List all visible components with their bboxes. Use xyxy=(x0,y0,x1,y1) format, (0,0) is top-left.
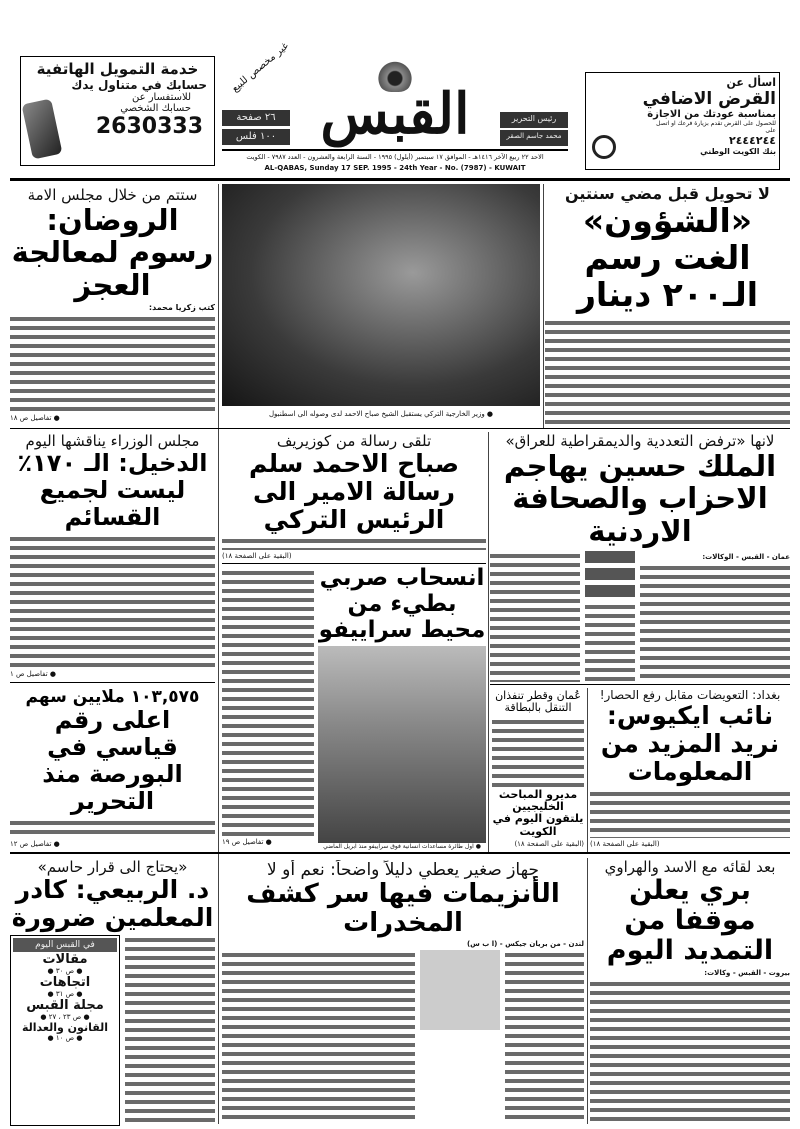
related-box xyxy=(585,585,635,597)
story-enzymes[interactable] xyxy=(222,860,584,1124)
story-kicker: جهاز صغير يعطي دليلاً واضحاً: نعم أو لا xyxy=(267,860,539,880)
story-body xyxy=(125,935,215,1126)
photo-caption: ● وزير الخارجية التركي يستقبل الشيخ صباح الاحمد لدى وصوله الى اسطنبول xyxy=(268,410,494,418)
story-kicker: لانها «ترفض التعددية والديمقراطية للعراق» xyxy=(505,432,775,450)
page-count: ٢٦ صفحة xyxy=(222,110,290,126)
inside-item-page: ● ص ٢٣ ، ٢٧ ● xyxy=(40,1013,90,1021)
story-body xyxy=(545,318,790,426)
inside-item-label: اتجاهات xyxy=(39,975,91,990)
story-headline: الأنزيمات فيها سر كشف المخدرات xyxy=(246,879,560,939)
inside-item-label: مقالات xyxy=(42,952,88,967)
story-sarajevo-headline: انسحاب صربي بطيء من محيط سراييفو xyxy=(318,566,486,643)
ad-right-line1: اسأل عن xyxy=(726,76,776,89)
story-oman-headline[interactable]: عُمان وقطر تنفذان التنقل بالبطاقة xyxy=(495,690,581,715)
story-kicker: ستتم من خلال مجلس الامة xyxy=(27,186,198,204)
logo: القبس xyxy=(320,81,470,147)
story-body xyxy=(222,536,486,550)
story-jump: ● تفاصيل ص ١٢ xyxy=(10,840,60,848)
inside-item[interactable] xyxy=(13,975,117,998)
story-headline: الملك حسين يهاجم الاحزاب والصحافة الاردنية xyxy=(503,449,777,548)
story-body xyxy=(10,534,215,668)
story-police-headline[interactable]: مديرو المباحث الخليجيين يلتقون اليوم في الكويت xyxy=(492,787,584,838)
story-bourse[interactable] xyxy=(10,688,215,850)
story-body xyxy=(222,568,314,836)
story-sabah[interactable] xyxy=(222,432,486,562)
inside-item-label: القانون والعدالة xyxy=(21,1021,109,1034)
story-dateline: بيروت - القبس - وكالات: xyxy=(704,968,790,977)
ad-left-phone: 2630333 xyxy=(95,114,203,139)
inside-title: في القبس اليوم xyxy=(13,938,117,952)
story-jump: ● تفاصيل ص ١٩ xyxy=(222,838,272,846)
price: ١٠٠ فلس xyxy=(222,129,290,145)
inside-item-page: ● ص ٣١ ● xyxy=(47,990,83,998)
story-dakheel[interactable] xyxy=(10,432,215,680)
story-hussein[interactable] xyxy=(490,432,790,682)
story-headline: د. الربيعي: كادر المعلمين ضرورة xyxy=(11,875,214,932)
ad-right-line2: بمناسبة عودتك من الاجازة xyxy=(647,109,776,120)
story-rubaie[interactable] xyxy=(10,858,215,1126)
story-body xyxy=(490,551,580,682)
story-shuoon[interactable] xyxy=(545,184,790,426)
story-kicker: بعد لقائه مع الاسد والهراوي xyxy=(604,858,776,876)
story-kicker: بغداد: التعويضات مقابل رفع الحصار! xyxy=(599,688,781,702)
not-for-sale-stamp: غير مخصص للبيع xyxy=(229,40,291,95)
inside-item[interactable] xyxy=(13,952,117,975)
inside-item[interactable] xyxy=(13,998,117,1021)
ad-right-line3: للحصول على القرض تقدم بزيارة فرعك او اتصل على xyxy=(656,120,776,134)
editor-name: محمد جاسم الصقر xyxy=(500,130,568,146)
story-oman-police xyxy=(492,690,584,850)
story-headline: اعلى رقم قياسي في البورصة منذ التحرير xyxy=(42,706,183,815)
story-body xyxy=(10,314,215,412)
photo-caption: ● اول طائرة مساعدات انسانية فوق سراييفو منذ ابريل الماضي xyxy=(323,843,481,850)
story-jump: ● تفاصيل ص ١٨ xyxy=(10,414,60,422)
masthead-bottom-rule xyxy=(10,178,790,181)
story-body xyxy=(505,950,584,1124)
story-kicker: لا تحويل قبل مضي سنتين xyxy=(565,184,770,203)
story-body xyxy=(10,818,215,838)
story-rawdhan[interactable] xyxy=(10,186,215,424)
story-headline: «الشؤون» الغت رسم الـ٢٠٠ دينار xyxy=(576,201,759,314)
date-english: AL-QABAS, Sunday 17 SEP. 1995 - 24th Year - No. (7987) - KUWAIT xyxy=(264,164,526,172)
story-jump: ● تفاصيل ص ١ xyxy=(10,670,56,678)
ad-right[interactable] xyxy=(585,72,780,170)
story-jump: (البقية على الصفحة ١٨) xyxy=(514,840,584,848)
story-kicker: مجلس الوزراء يناقشها اليوم xyxy=(25,432,200,450)
related-box xyxy=(585,551,635,563)
photo-enzymes xyxy=(420,950,500,1030)
story-sarajevo[interactable] xyxy=(318,566,486,850)
ad-left-title: خدمة التمويل الهاتفية xyxy=(36,60,199,78)
photo-sabah-turkey xyxy=(222,184,540,406)
ad-right-title: القرض الاضافي xyxy=(642,89,776,109)
story-body xyxy=(640,563,790,682)
story-dateline: عمان - القبس - الوكالات: xyxy=(702,553,790,562)
story-body xyxy=(222,950,415,1124)
date-arabic: الاحد ٢٢ ربيع الآخر ١٤١٦هـ - الموافق ١٧ سبتمبر (أيلول) ١٩٩٥ - السنة الرابعة والعشرون - العدد ٧٩٨٧ - الكويت xyxy=(246,153,544,161)
story-body xyxy=(492,717,584,787)
bank-logo-icon xyxy=(592,135,616,159)
story-headline: صباح الاحمد سلم رسالة الامير الى الرئيس التركي xyxy=(249,449,459,534)
ad-right-phone: ٢٤٤٤٢٤٤ xyxy=(729,134,776,147)
story-jump: (البقية على الصفحة ١٨) xyxy=(222,552,292,560)
ad-right-bank: بنك الكويت الوطني xyxy=(700,147,776,156)
inside-item-page: ● ص ١٠ ● xyxy=(47,1034,83,1042)
story-headline: بري يعلن موقفا من التمديد اليوم xyxy=(606,875,774,967)
ad-left-line1: حسابك في متناول يدك xyxy=(71,78,207,92)
story-kicker: ١٠٣,٥٧٥ ملايين سهم xyxy=(25,688,200,707)
ad-left-line3: حسابك الشخصي xyxy=(120,103,191,114)
story-headline: الدخيل: الـ ١٧٠٪ ليست لجميع القسائم xyxy=(17,449,208,531)
masthead-rule xyxy=(222,149,568,151)
inside-today-box xyxy=(10,935,120,1126)
inside-item[interactable] xyxy=(13,1021,117,1042)
story-body xyxy=(585,602,635,682)
related-box xyxy=(585,568,635,580)
story-kicker: «يحتاج الى قرار حاسم» xyxy=(37,858,188,876)
inside-item-page: ● ص ٣٠ ● xyxy=(47,967,83,975)
story-dateline: لندن - من بريان جيكس - (ا ب س) xyxy=(466,940,584,949)
story-byline: كتب زكريا محمد: xyxy=(148,303,215,313)
story-berri[interactable] xyxy=(590,858,790,1124)
editor-label: رئيس التحرير xyxy=(500,112,568,128)
photo-sarajevo xyxy=(318,646,486,843)
inside-item-label: مجلة القبس xyxy=(26,998,104,1013)
ad-left[interactable] xyxy=(20,56,215,166)
story-kicker: تلقى رسالة من كوزيريف xyxy=(276,432,432,450)
story-ekeus[interactable] xyxy=(590,688,790,850)
story-body xyxy=(590,789,790,838)
story-jump: (البقية على الصفحة ١٨) xyxy=(590,840,660,848)
ad-left-line2: للاستفسار عن xyxy=(131,92,191,103)
story-headline: الروضان: رسوم لمعالجة العجز xyxy=(11,203,214,302)
story-body xyxy=(590,979,790,1124)
story-headline: نائب ايكيوس: نريد المزيد من المعلومات xyxy=(600,701,780,786)
